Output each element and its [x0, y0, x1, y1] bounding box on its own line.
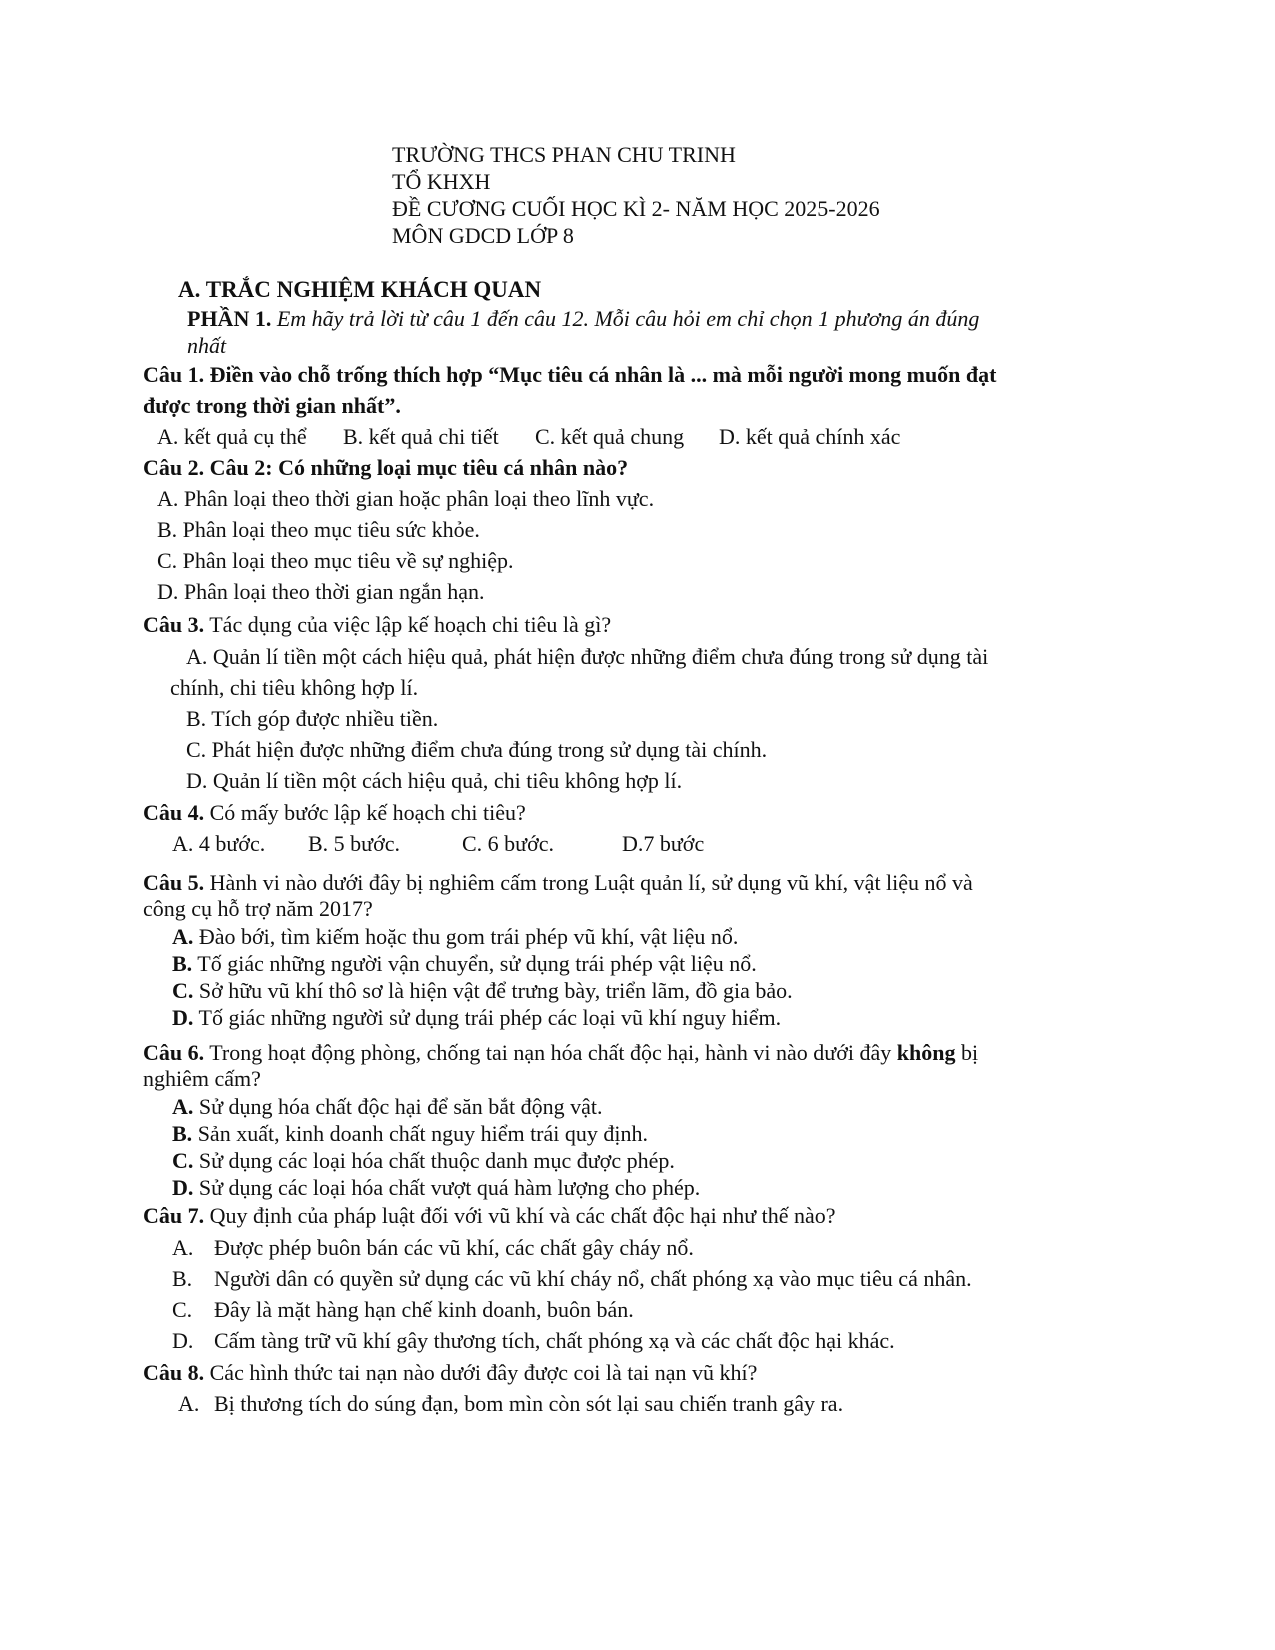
section-heading: A. TRẮC NGHIỆM KHÁCH QUAN [178, 277, 542, 302]
question-label: Câu 4. [143, 800, 205, 825]
department-name: TỔ KHXH [392, 169, 491, 194]
question-text: Câu 2: Có những loại mục tiêu cá nhân nào? [209, 455, 629, 480]
question-8 [143, 1360, 757, 1385]
option-label: A. [172, 1235, 194, 1260]
question-2 [143, 455, 628, 480]
question-text: Có mấy bước lập kế hoạch chi tiêu? [209, 800, 526, 825]
option-text: Được phép buôn bán các vũ khí, các chất gây cháy nổ. [214, 1235, 694, 1260]
q6-option-d [172, 1175, 700, 1200]
option-text: Đây là mặt hàng hạn chế kinh doanh, buôn bán. [214, 1297, 634, 1322]
school-name: TRƯỜNG THCS PHAN CHU TRINH [392, 142, 736, 167]
option-label: C. [172, 1148, 194, 1173]
q6-option-c [172, 1148, 675, 1173]
q4-option-c: C. 6 bước. [462, 831, 554, 856]
q1-option-a: A. kết quả cụ thể [157, 424, 307, 449]
document-title: ĐỀ CƯƠNG CUỐI HỌC KÌ 2- NĂM HỌC 2025-2026 [392, 196, 880, 221]
part1-text-cont: nhất [187, 333, 227, 358]
question-label: Câu 8. [143, 1360, 205, 1385]
question-text: Quy định của pháp luật đối với vũ khí và các chất độc hại như thế nào? [209, 1203, 836, 1228]
part1-instruction [187, 306, 979, 331]
q1-option-d: D. kết quả chính xác [719, 424, 901, 449]
q5-option-d [172, 1005, 781, 1030]
option-label: D. [172, 1005, 194, 1030]
option-label: A. [172, 1094, 194, 1119]
q3-option-a-cont: chính, chi tiêu không hợp lí. [170, 675, 419, 700]
q1-option-b: B. kết quả chi tiết [343, 424, 499, 449]
option-text: Đào bới, tìm kiếm hoặc thu gom trái phép vũ khí, vật liệu nổ. [198, 924, 739, 949]
option-text: Tố giác những người vận chuyển, sử dụng trái phép vật liệu nổ. [197, 951, 757, 976]
q7-option-d [172, 1328, 895, 1353]
q3-option-b: B. Tích góp được nhiều tiền. [186, 706, 439, 731]
question-text: Điền vào chỗ trống thích hợp “Mục tiêu cá nhân là ... mà mỗi người mong muốn đạt [209, 362, 997, 387]
option-text: Sử dụng hóa chất độc hại để săn bắt động vật. [198, 1094, 603, 1119]
option-label: B. [172, 1121, 193, 1146]
option-text: Sử dụng các loại hóa chất vượt quá hàm lượng cho phép. [198, 1175, 701, 1200]
q1-option-c: C. kết quả chung [535, 424, 685, 449]
option-label: C. [172, 978, 194, 1003]
question-label: Câu 7. [143, 1203, 205, 1228]
q7-option-c [172, 1297, 634, 1322]
part1-text: Em hãy trả lời từ câu 1 đến câu 12. Mỗi câu hỏi em chỉ chọn 1 phương án đúng [276, 306, 980, 331]
question-4 [143, 800, 526, 825]
question-label: Câu 6. [143, 1040, 205, 1065]
option-text: Sở hữu vũ khí thô sơ là hiện vật để trưng bày, triển lãm, đồ gia bảo. [198, 978, 793, 1003]
part1-label: PHẦN 1. [187, 306, 272, 331]
q4-option-b: B. 5 bước. [308, 831, 400, 856]
question-label: Câu 5. [143, 870, 205, 895]
q3-option-d: D. Quản lí tiền một cách hiệu quả, chi tiêu không hợp lí. [186, 768, 683, 793]
option-text: Sản xuất, kinh doanh chất nguy hiểm trái quy định. [197, 1121, 648, 1146]
q2-option-d: D. Phân loại theo thời gian ngắn hạn. [157, 579, 485, 604]
option-text: Sử dụng các loại hóa chất thuộc danh mục được phép. [198, 1148, 675, 1173]
question-6 [143, 1040, 978, 1065]
option-text: Bị thương tích do súng đạn, bom mìn còn sót lại sau chiến tranh gây ra. [214, 1391, 844, 1416]
q4-option-d: D.7 bước [622, 831, 705, 856]
q2-option-a: A. Phân loại theo thời gian hoặc phân loại theo lĩnh vực. [157, 486, 655, 511]
question-1-cont: được trong thời gian nhất”. [143, 393, 401, 418]
question-1 [143, 362, 996, 387]
question-3 [143, 612, 611, 637]
question-emphasis: không [896, 1040, 956, 1065]
option-text: Người dân có quyền sử dụng các vũ khí cháy nổ, chất phóng xạ vào mục tiêu cá nhân. [214, 1266, 972, 1291]
question-text-end: bị [960, 1040, 979, 1065]
question-text: Tác dụng của việc lập kế hoạch chi tiêu là gì? [209, 612, 612, 637]
q6-option-b [172, 1121, 648, 1146]
option-text: Cấm tàng trữ vũ khí gây thương tích, chất phóng xạ và các chất độc hại khác. [214, 1328, 895, 1353]
q8-option-a [178, 1391, 844, 1416]
q5-option-c [172, 978, 793, 1003]
option-label: B. [172, 1266, 193, 1291]
q7-option-a [172, 1235, 694, 1260]
question-text: Các hình thức tai nạn nào dưới đây được coi là tai nạn vũ khí? [209, 1360, 758, 1385]
question-7 [143, 1203, 836, 1228]
q6-option-a [172, 1094, 602, 1119]
question-6-cont: nghiêm cấm? [143, 1066, 261, 1091]
option-label: D. [172, 1328, 194, 1353]
q4-option-a: A. 4 bước. [172, 831, 266, 856]
q2-option-c: C. Phân loại theo mục tiêu về sự nghiệp. [157, 548, 514, 573]
question-label: Câu 2. [143, 455, 205, 480]
question-label: Câu 1. [143, 362, 205, 387]
q7-option-b [172, 1266, 972, 1291]
question-5-cont: công cụ hỗ trợ năm 2017? [143, 896, 373, 921]
option-text: Tố giác những người sử dụng trái phép các loại vũ khí nguy hiểm. [198, 1005, 782, 1030]
q5-option-b [172, 951, 757, 976]
q5-option-a [172, 924, 738, 949]
q3-option-c: C. Phát hiện được những điểm chưa đúng trong sử dụng tài chính. [186, 737, 768, 762]
question-5 [143, 870, 973, 895]
q3-option-a: A. Quản lí tiền một cách hiệu quả, phát hiện được những điểm chưa đúng trong sử dụng tài [186, 644, 989, 669]
q2-option-b: B. Phân loại theo mục tiêu sức khỏe. [157, 517, 480, 542]
question-label: Câu 3. [143, 612, 205, 637]
option-label: A. [172, 924, 194, 949]
option-label: B. [172, 951, 193, 976]
question-text: Trong hoạt động phòng, chống tai nạn hóa chất độc hại, hành vi nào dưới đây [209, 1040, 892, 1065]
subject-title: MÔN GDCD LỚP 8 [392, 223, 574, 248]
question-text: Hành vi nào dưới đây bị nghiêm cấm trong Luật quản lí, sử dụng vũ khí, vật liệu nổ và [209, 870, 973, 895]
option-label: C. [172, 1297, 193, 1322]
option-label: A. [178, 1391, 200, 1416]
option-label: D. [172, 1175, 194, 1200]
